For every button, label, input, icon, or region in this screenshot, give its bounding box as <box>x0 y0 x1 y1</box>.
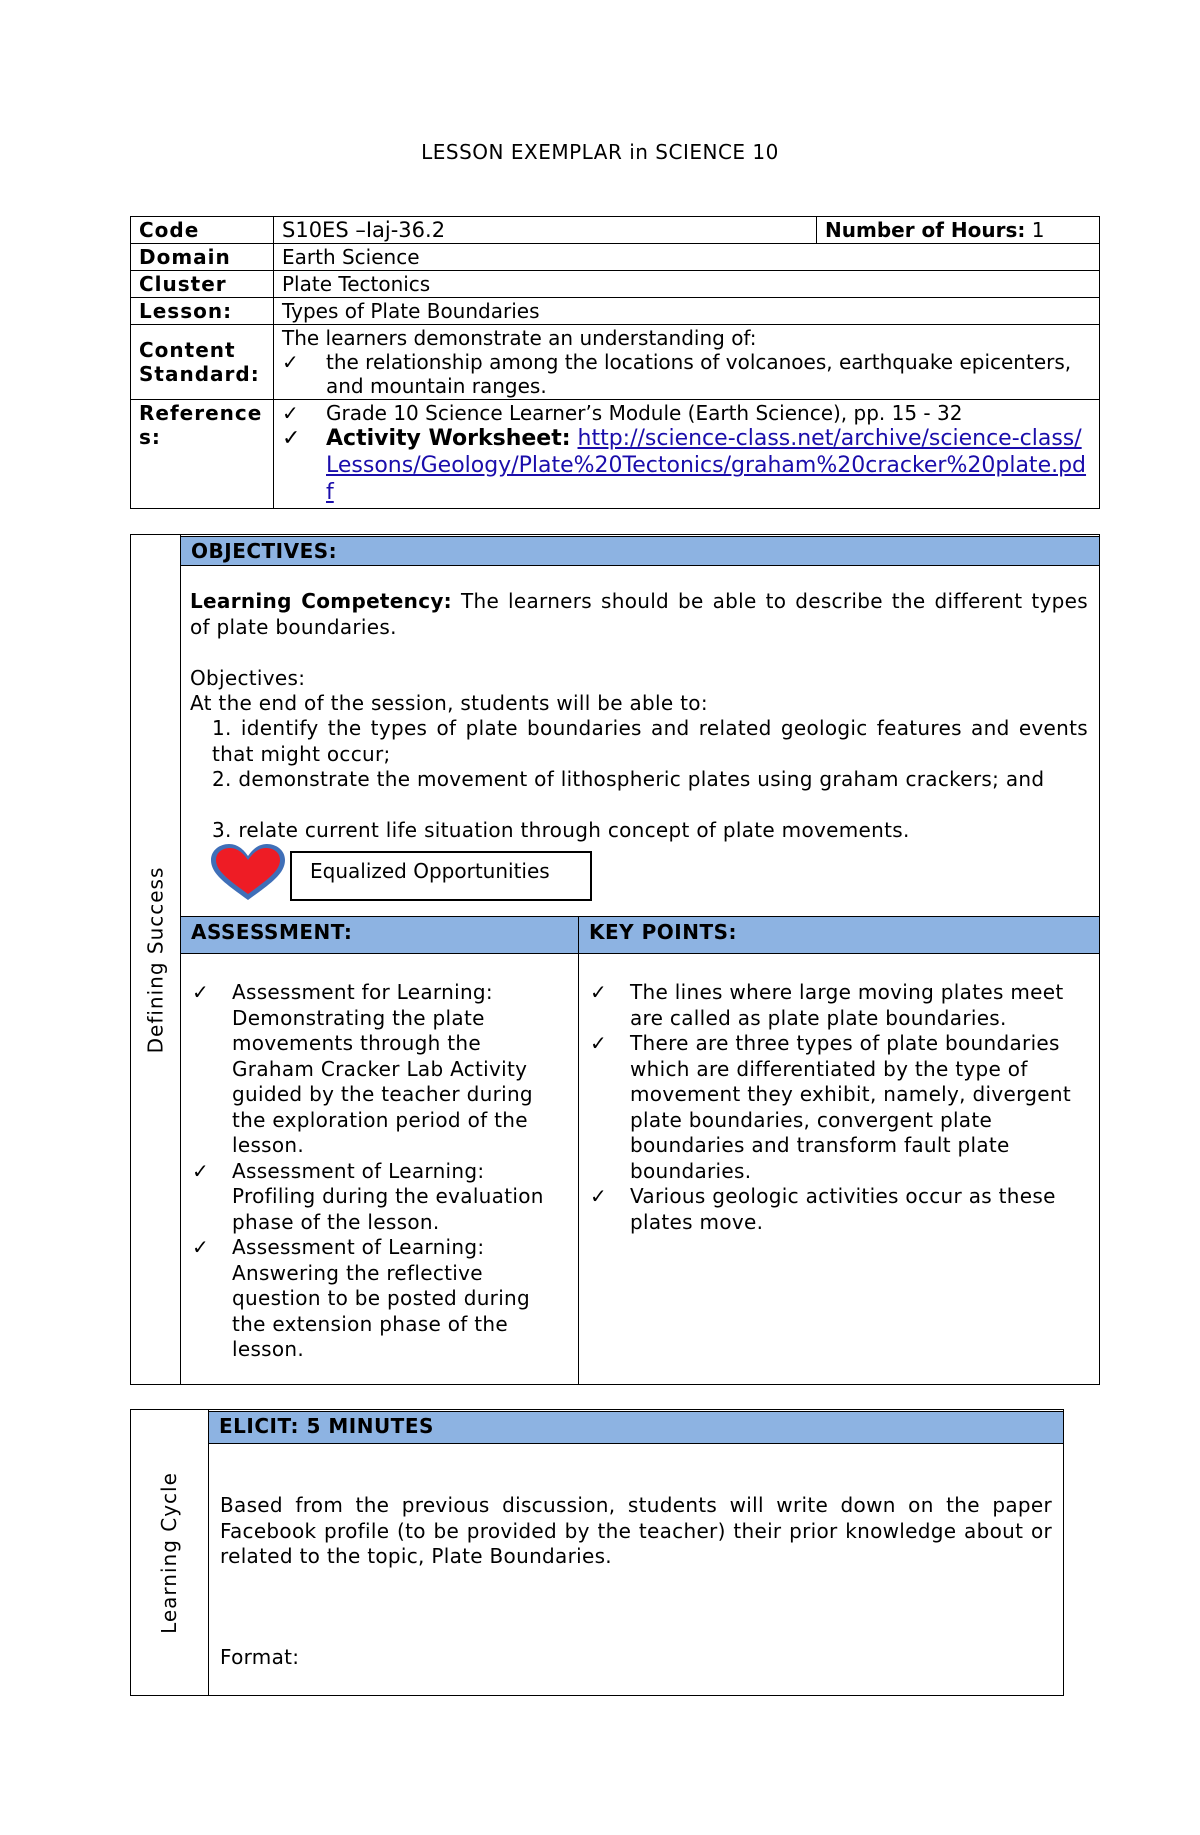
objective-item: 1. identify the types of plate boundaries and related geologic features and events that might occur; <box>212 716 1088 766</box>
check-icon: ✓ <box>590 980 608 1004</box>
list-item: ✓ Assessment of Learning: Profiling during the evaluation phase of the lesson. <box>192 1158 544 1234</box>
key-points-list <box>590 980 1090 1235</box>
content-standard-value <box>274 325 1100 400</box>
learning-competency <box>190 589 1088 640</box>
competency-label: Learning Competency: <box>190 589 452 613</box>
content-standard-label: Content Standard: <box>131 325 274 400</box>
check-icon: ✓ <box>282 401 299 425</box>
check-icon: ✓ <box>282 426 301 451</box>
competency-text: The learners should be able to describe the different types of plate boundaries. <box>190 589 1088 639</box>
list-item: ✓ There are three types of plate boundaries which are differentiated by the type of movement they exhibit, namely, divergent plate boundaries, convergent plate boundaries and transform fault plate boundaries. <box>590 1031 1071 1183</box>
objectives-header: OBJECTIVES: <box>180 536 1100 566</box>
list-item: ✓ Various geologic activities occur as these plates move. <box>590 1184 1056 1234</box>
heart-icon <box>208 842 288 904</box>
objectives-intro: At the end of the session, students will be able to: <box>190 691 708 715</box>
elicit-text: Based from the previous discussion, students will write down on the paper Facebook profile (to be provided by the teacher) their prior knowledge about or related to the topic, Plate Boundaries. <box>220 1493 1052 1568</box>
list-item: ✓ The lines where large moving plates meet are called as plate plate boundaries. <box>590 980 1064 1030</box>
domain-value: Earth Science <box>274 244 1100 271</box>
cluster-value: Plate Tectonics <box>274 271 1100 298</box>
learning-cycle-label: Learning Cycle <box>157 1471 181 1634</box>
elicit-header: ELICIT: 5 MINUTES <box>208 1411 1064 1444</box>
section-divider <box>180 534 181 1385</box>
check-icon: ✓ <box>282 350 299 374</box>
check-icon: ✓ <box>590 1184 608 1208</box>
content-item: the relationship among the locations of volcanoes, earthquake epicenters, and mountain ranges. <box>326 350 1072 398</box>
reference-module: Grade 10 Science Learner’s Module (Earth Science), pp. 15 - 32 <box>326 401 963 425</box>
objective-item: 3. relate current life situation through concept of plate movements. <box>212 818 910 842</box>
assessment-list <box>192 980 564 1363</box>
content-intro: The learners demonstrate an understanding of: <box>282 326 757 350</box>
key-points-header: KEY POINTS: <box>578 916 1100 954</box>
list-item: ✓ Assessment for Learning: Demonstrating the plate movements through the Graham Cracker Lab Activity guided by the teacher during the exploration period of the lesson. <box>192 980 533 1157</box>
page-title: LESSON EXEMPLAR in SCIENCE 10 <box>421 140 779 164</box>
lesson-info-table <box>130 216 1100 509</box>
worksheet-link[interactable]: http://science-class.net/archive/science-class/Lessons/Geology/Plate%20Tectonics/graham%20cracker%20plate.pdf <box>326 426 1087 505</box>
references-value <box>274 400 1100 509</box>
check-icon: ✓ <box>192 980 210 1004</box>
code-value: S10ES –Iaj-36.2 <box>274 217 817 244</box>
objective-item: 2. demonstrate the movement of lithospheric plates using graham crackers; and <box>212 767 1045 791</box>
lesson-value: Types of Plate Boundaries <box>274 298 1100 325</box>
hours-label: Number of Hours: <box>825 218 1026 242</box>
check-icon: ✓ <box>192 1235 210 1259</box>
cluster-label: Cluster <box>131 271 274 298</box>
worksheet-label: Activity Worksheet: <box>326 426 571 451</box>
section-divider <box>208 1409 209 1696</box>
hours-cell <box>817 217 1100 244</box>
domain-label: Domain <box>131 244 274 271</box>
format-label: Format: <box>220 1645 300 1669</box>
check-icon: ✓ <box>590 1031 608 1055</box>
defining-success-label: Defining Success <box>143 866 167 1053</box>
references-label: Reference s: <box>131 400 274 509</box>
equalized-opportunities-badge: Equalized Opportunities <box>290 851 592 901</box>
column-divider <box>578 954 579 1385</box>
lesson-label: Lesson: <box>131 298 274 325</box>
check-icon: ✓ <box>192 1158 210 1183</box>
code-label: Code <box>131 217 274 244</box>
assessment-header: ASSESSMENT: <box>180 916 580 954</box>
hours-value: 1 <box>1031 218 1045 242</box>
objectives-label: Objectives: <box>190 666 306 690</box>
list-item: ✓ Assessment of Learning: Answering the reflective question to be posted during the extension phase of the lesson. <box>192 1235 531 1361</box>
